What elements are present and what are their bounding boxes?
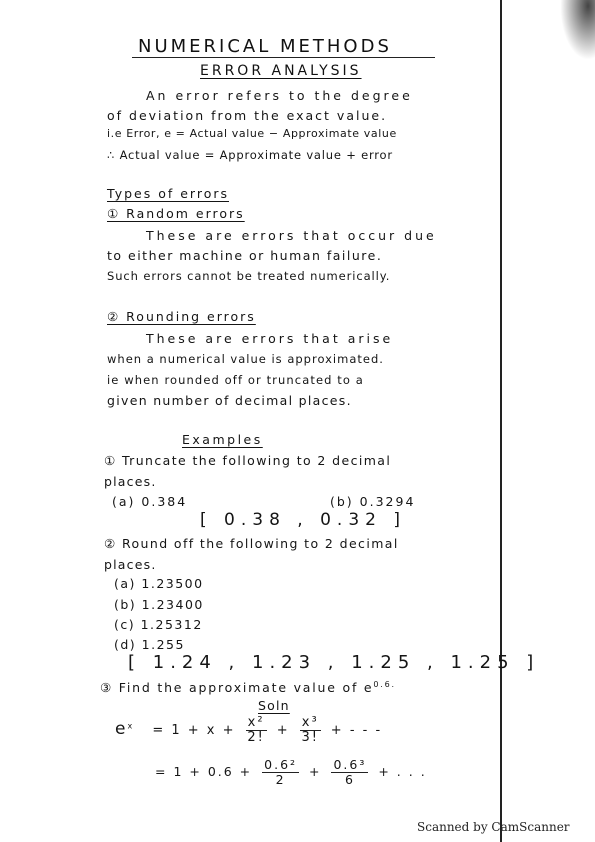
rounding-line-3: ie when rounded off or truncated to a xyxy=(107,373,364,387)
eq2-tail: + . . . xyxy=(378,764,427,779)
ex2-item-b: (b) 1.23400 xyxy=(114,597,204,612)
eq2-f1-denominator: 2 xyxy=(275,772,286,787)
ex1-answer: [ 0.38 , 0.32 ] xyxy=(200,510,406,530)
random-line-2: to either machine or human failure. xyxy=(107,248,383,263)
solution-label: Soln xyxy=(258,698,290,713)
ex1-line-2: places. xyxy=(104,474,157,489)
random-line-1: These are errors that occur due xyxy=(146,228,437,243)
eq1-f1-numerator: x² xyxy=(247,715,265,730)
ex3-line-1 xyxy=(100,680,396,695)
rounding-line-4: given number of decimal places. xyxy=(107,393,352,408)
ex3-line-1-text: ③ Find the approximate value of e xyxy=(100,680,374,696)
eq1-fraction-1 xyxy=(246,716,267,745)
ex2-item-d: (d) 1.255 xyxy=(114,637,185,652)
page-title: NUMERICAL METHODS xyxy=(138,36,392,57)
ex2-answer: [ 1.24 , 1.23 , 1.25 , 1.25 ] xyxy=(128,652,540,673)
ex2-item-a: (a) 1.23500 xyxy=(114,576,204,591)
intro-line-2: of deviation from the exact value. xyxy=(107,108,388,123)
series-equation-2 xyxy=(155,758,427,787)
rounding-errors-heading: ② Rounding errors xyxy=(107,309,256,324)
eq1-f1-denominator: 2! xyxy=(247,730,265,745)
eq1-tail: + - - - xyxy=(330,723,383,738)
eq2-plus: + xyxy=(309,764,322,779)
margin-rule xyxy=(500,0,502,842)
random-line-3: Such errors cannot be treated numerically. xyxy=(107,269,391,283)
eq1-f2-denominator: 3! xyxy=(301,730,319,745)
ex1-item-b: (b) 0.3294 xyxy=(330,494,416,509)
ex1-line-1: ① Truncate the following to 2 decimal xyxy=(104,453,392,468)
scan-edge-shadow xyxy=(560,0,595,60)
rounding-line-1: These are errors that arise xyxy=(146,331,394,346)
eq2-fraction-1 xyxy=(262,758,299,787)
eq1-e-exponent: x xyxy=(127,721,135,731)
scanner-watermark: Scanned by CamScanner xyxy=(417,820,570,834)
eq1-fraction-2 xyxy=(300,716,321,745)
intro-line-3: i.e Error, e = Actual value − Approximate value xyxy=(107,127,397,140)
eq1-f2-numerator: x³ xyxy=(301,715,319,730)
ex1-item-a: (a) 0.384 xyxy=(112,494,188,509)
random-errors-heading: ① Random errors xyxy=(107,206,245,221)
eq2-f2-denominator: 6 xyxy=(344,772,355,787)
eq1-e: e xyxy=(115,719,128,739)
series-equation-1 xyxy=(115,716,382,745)
rounding-line-2: when a numerical value is approximated. xyxy=(107,352,384,366)
ex2-line-1: ② Round off the following to 2 decimal xyxy=(104,536,399,551)
eq2-fraction-2 xyxy=(331,758,368,787)
page-subtitle: ERROR ANALYSIS xyxy=(200,63,362,79)
eq1-plus: + xyxy=(276,723,290,738)
eq2-middle: = 1 + 0.6 + xyxy=(155,764,253,779)
intro-line-4: ∴ Actual value = Approximate value + error xyxy=(107,148,393,162)
title-underline xyxy=(132,57,435,58)
eq2-f1-numerator: 0.6² xyxy=(264,757,298,772)
ex2-item-c: (c) 1.25312 xyxy=(114,617,203,632)
examples-heading: Examples xyxy=(182,432,263,447)
types-heading: Types of errors xyxy=(107,186,229,201)
ex3-exponent: 0.6. xyxy=(373,680,396,689)
eq2-f2-numerator: 0.6³ xyxy=(333,757,367,772)
intro-line-1: An error refers to the degree xyxy=(146,88,413,103)
ex2-line-2: places. xyxy=(104,557,157,572)
eq1-middle: = 1 + x + xyxy=(152,723,236,738)
